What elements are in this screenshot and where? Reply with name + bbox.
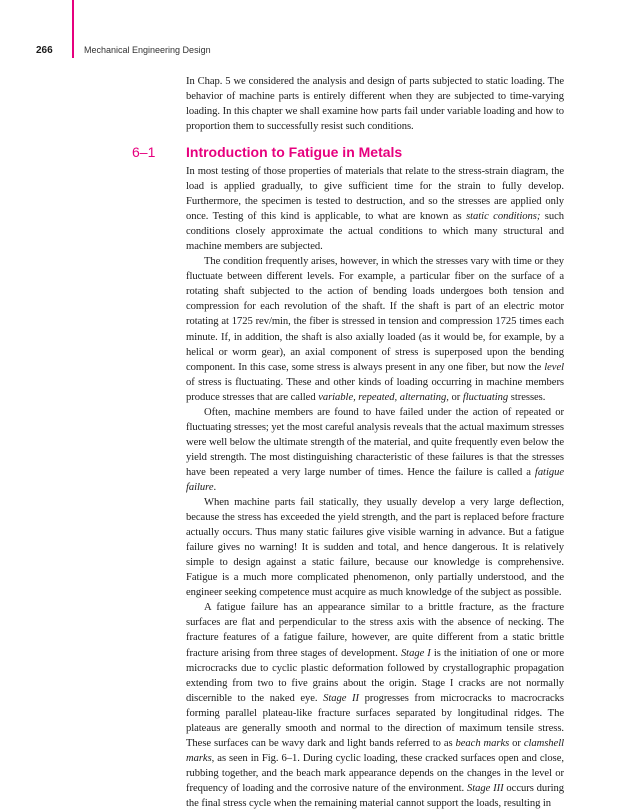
paragraph: When machine parts fail statically, they usually develop a very large deflection, because the stress has exceeded the yield strength, and the part is replaced before fracture actually occurs. Thus many static failures give visible warning in advance. But a fatigue failure gives no warning! It is sudden and total, and hence dangerous. It is relatively simple to design against a static failure, because our knowledge is comprehensive. Fatigue is a much more complicated phenomenon, only partially understood, and the engineer seeking competence must acquire as much knowledge of the subject as possible. [186, 497, 564, 599]
running-title: Mechanical Engineering Design [84, 45, 211, 55]
section-body [186, 164, 564, 811]
paragraph: A fatigue failure has an appearance similar to a brittle fracture, as the fracture surfaces are flat and perpendicular to the stress axis with the absence of necking. The fracture features of a fatigue failure, however, are quite different from a static brittle fracture arising from three stages of development. Stage I is the initiation of one or more microcracks due to cyclic plastic deformation followed by crystallographic propagation extending from two to five grains about the origin. Stage I cracks are not normally discernible to the naked eye. Stage II progresses from microcracks to macrocracks forming parallel plateau-like fracture surfaces separated by longitudinal ridges. The plateaus are generally smooth and normal to the direction of maximum tensile stress. These surfaces can be wavy dark and light bands referred to as beach marks or clamshell marks, as seen in Fig. 6–1. During cyclic loading, these cracked surfaces open and close, rubbing together, and the beach mark appearance depends on the changes in the level or frequency of loading and the corrosive nature of the environment. Stage III occurs during the final stress cycle when the remaining material cannot support the loads, resulting in [186, 602, 564, 809]
section-number: 6–1 [132, 144, 156, 160]
page-number: 266 [36, 45, 53, 56]
running-header [36, 44, 606, 57]
intro-paragraph-block [186, 74, 564, 134]
section-title: Introduction to Fatigue in Metals [186, 144, 403, 160]
intro-paragraph: In Chap. 5 we considered the analysis and design of parts subjected to static loading. The behavior of machine parts is entirely different when they are subjected to time-varying loading. In this chapter we shall examine how parts fail under variable loading and how to proportion them to successfully resist such conditions. [186, 76, 564, 133]
paragraph: Often, machine members are found to have failed under the action of repeated or fluctuating stresses; yet the most careful analysis reveals that the actual maximum stresses were well below the ultimate strength of the material, and quite frequently even below the yield strength. The most distinguishing characteristic of these failures is that the stresses have been repeated a very large number of times. Hence the failure is called a fatigue failure. [186, 406, 564, 493]
paragraph: The condition frequently arises, however, in which the stresses vary with time or they fluctuate between different levels. For example, a particular fiber on the surface of a rotating shaft subjected to the action of bending loads undergoes both tension and compression for each revolution of the shaft. If the shaft is part of an electric motor rotating at 1725 rev/min, the fiber is stressed in tension and compression 1725 times each minute. If, in addition, the shaft is also axially loaded (as it would be, for example, by a helical or worm gear), an axial component of stress is superposed upon the bending component. In this case, some stress is always present in any one fiber, but now the level of stress is fluctuating. These and other kinds of loading occurring in machine members produce stresses that are called variable, repeated, alternating, or fluctuating stresses. [186, 256, 564, 403]
paragraph: In most testing of those properties of materials that relate to the stress-strain diagram, the load is applied gradually, to give sufficient time for the strain to fully develop. Furthermore, the specimen is tested to destruction, and so the stresses are applied only once. Testing of this kind is applicable, to what are known as static conditions; such conditions closely approximate the actual conditions to which many structural and machine members are subjected. [186, 166, 564, 253]
